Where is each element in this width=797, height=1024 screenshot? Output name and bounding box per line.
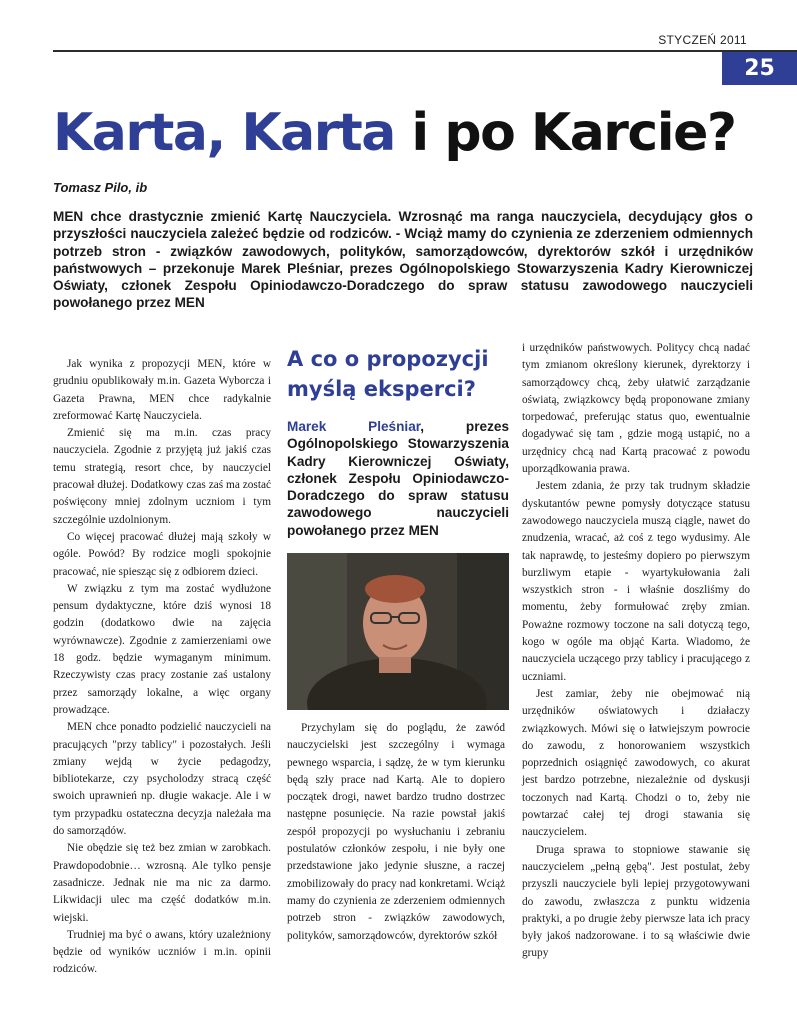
paragraph: Nie obędzie się też bez zmian w zarobkach. Prawdopodobnie… wzrosną. Ale tylko pensje zasadnicze. Jednak nie ma nic za darmo. Likwidacji ulec ma część dodatków m.in. wiejski. bbox=[53, 842, 271, 924]
paragraph: Jestem zdania, że przy tak trudnym składzie dyskutantów pewne pomysły dotyczące statusu zawodowego nauczyciela muszą ciągle, nawet do znudzenia, wracać, aż coś z tego wydusimy. Ale tak naprawdę, to jesteśmy dopiero po pierwszym burzliwym etapie - wyartykułowania żali wszystkich stron - i właśnie doszliśmy do momentu, żeby formułować zręby zmian. Poważne rozmowy toczone na sali dotyczą tego, kogo w ogóle ma objąć Karta. Wiadomo, że nauczyciela uczącego przy tablicy i pracującego z uczniami. bbox=[522, 480, 750, 683]
box-heading: A co o propozycji myślą eksperci? bbox=[287, 347, 489, 401]
paragraph: Przychylam się do poglądu, że zawód nauczycielski jest szczególny i wymaga pewnego wsparcia, i sądzę, że w tym kierunku będą szły prace nad Kartą. Ale to dopiero początek drogi, nawet bardzo trudno dostrzec następne posunięcie. Na razie powstał jakiś zespół propozycji po wysłuchaniu i zebraniu postulatów członków zespołu, i nie były one przedstawione jako jedynie słuszne, a raczej zmobilizowały do pracy nad konkretami. Wciąż mamy do czynienia ze zderzeniem odmiennych potrzeb stron - związków zawodowych, polityków, samorządowców, dyrektorów szkół bbox=[287, 722, 505, 942]
portrait-photo-image bbox=[287, 553, 509, 710]
column-1 bbox=[53, 356, 271, 979]
title-blue-part: Karta, Karta bbox=[53, 103, 395, 163]
column-2 bbox=[287, 720, 505, 945]
article-lead: MEN chce drastycznie zmienić Kartę Nauczyciela. Wzrosnąć ma ranga nauczyciela, decydujący głos o przyszłości nauczyciela zależeć będzie od rodziców. - Wciąż mamy do czynienia ze zderzeniem odmiennych potrzeb stron - związków zawodowych, polityków, samorządowców, dyrektorów szkół i urzędników państwowych – przekonuje Marek Pleśniar, prezes Ogólnopolskiego Stowarzyszenia Kadry Kierowniczej Oświaty, członek Zespołu Opiniodawczo-Doradczego do spraw statusu zawodowego nauczycieli powołanego przez MEN bbox=[53, 209, 753, 311]
paragraph: i urzędników państwowych. Politycy chcą nadać tym zmianom określony kierunek, dyrektorzy i samorządowcy chcą, żeby ułatwić zarządzanie oświatą, związkowcy będą proponowane zmiany torpedować, preferując status quo, ewentualnie dogadywać się tam , gdzie mogą ustąpić, no a urzędnicy chcą nad Kartą pracować z powodu uporządkowania prawa. bbox=[522, 342, 750, 476]
interviewee-description: , prezes Ogólnopolskiego Stowarzyszenia Kadry Kierowniczej Oświaty, członek Zespołu Opiniodawczo-Doradczego do spraw statusu zawodowego nauczycieli powołanego przez MEN bbox=[287, 419, 509, 538]
paragraph: MEN chce ponadto podzielić nauczycieli na pracujących "przy tablicy" i pozostałych. Jeśli zmiany wejdą w życie pedagodzy, bibliotekarze, czy psycholodzy stracą część swoich uprawnień np. długie wakacje. Ale i w tym przypadku ostateczna decyzja należała ma do samorządów. bbox=[53, 721, 271, 838]
article-title bbox=[53, 100, 736, 166]
paragraph: Druga sprawa to stopniowe stawanie się nauczycielem „pełną gębą". Jest postulat, żeby przyszli nauczyciele byli lepiej przygotowywani do zawodu, zwłaszcza z punktu widzenia praktyki, a po drugie żeby pierwsze lata ich pracy były jakoś nadzorowane. i to są właściwie dwie grupy bbox=[522, 843, 750, 960]
header-rule bbox=[53, 50, 797, 52]
paragraph: Jest zamiar, żeby nie obejmować nią urzędników oświatowych i działaczy związkowych. Mówi się o łatwiejszym powrocie do zawodu, z honorowaniem wszystkich poprzednich osiągnięć zawodowych, co akurat jest bardzo potrzebne, niezależnie od dyskusji toczonych nad Kartą. Chodzi o to, żeby nie powtarzać całej tej drogi stawania się nauczycielem. bbox=[522, 687, 750, 839]
header-date: STYCZEŃ 2011 bbox=[658, 33, 747, 47]
paragraph: Co więcej pracować dłużej mają szkoły w ogóle. Powód? By rodzice mogli spokojnie pracować, nie spiesząc się z odbiorem dzieci. bbox=[53, 530, 271, 578]
column-3 bbox=[522, 340, 750, 963]
author-byline: Tomasz Pilo, ib bbox=[53, 180, 148, 195]
paragraph: Trudniej ma być o awans, który uzależniony będzie od wyników uczniów i m.in. opinii rodziców. bbox=[53, 928, 271, 976]
paragraph: W związku z tym ma zostać wydłużone pensum dydaktyczne, które dziś wynosi 18 godzin (dodatkowo dwie na zajęcia wyrównawcze). Zgodnie z zamierzeniami owe 18 godz. będzie wymaganym minimum. Rzeczywisty czas pracy zostanie zaś ustalony przez samorządy lokalne, a więc organy prowadzące. bbox=[53, 582, 271, 716]
interviewee-photo bbox=[287, 553, 509, 710]
title-black-part: i po Karcie? bbox=[394, 103, 736, 163]
paragraph: Jak wynika z propozycji MEN, które w grudniu opublikowały m.in. Gazeta Wyborcza i Gazeta Prawna, MEN chce radykalnie zreformować Kartę Nauczyciela. bbox=[53, 358, 271, 422]
page-number-badge: 25 bbox=[722, 52, 797, 85]
box-lead bbox=[287, 418, 509, 539]
interviewee-name: Marek Pleśniar bbox=[287, 419, 421, 434]
paragraph: Zmienić się ma m.in. czas pracy nauczyciela. Zgodnie z przyjętą już jakiś czas temu strategią, resort chce, by nauczyciel pracował dłużej. Dodatkowy czas zaś ma zostać poświęcony mniej zdolnym uczniom i tym szczególnie uzdolnionym. bbox=[53, 427, 271, 526]
